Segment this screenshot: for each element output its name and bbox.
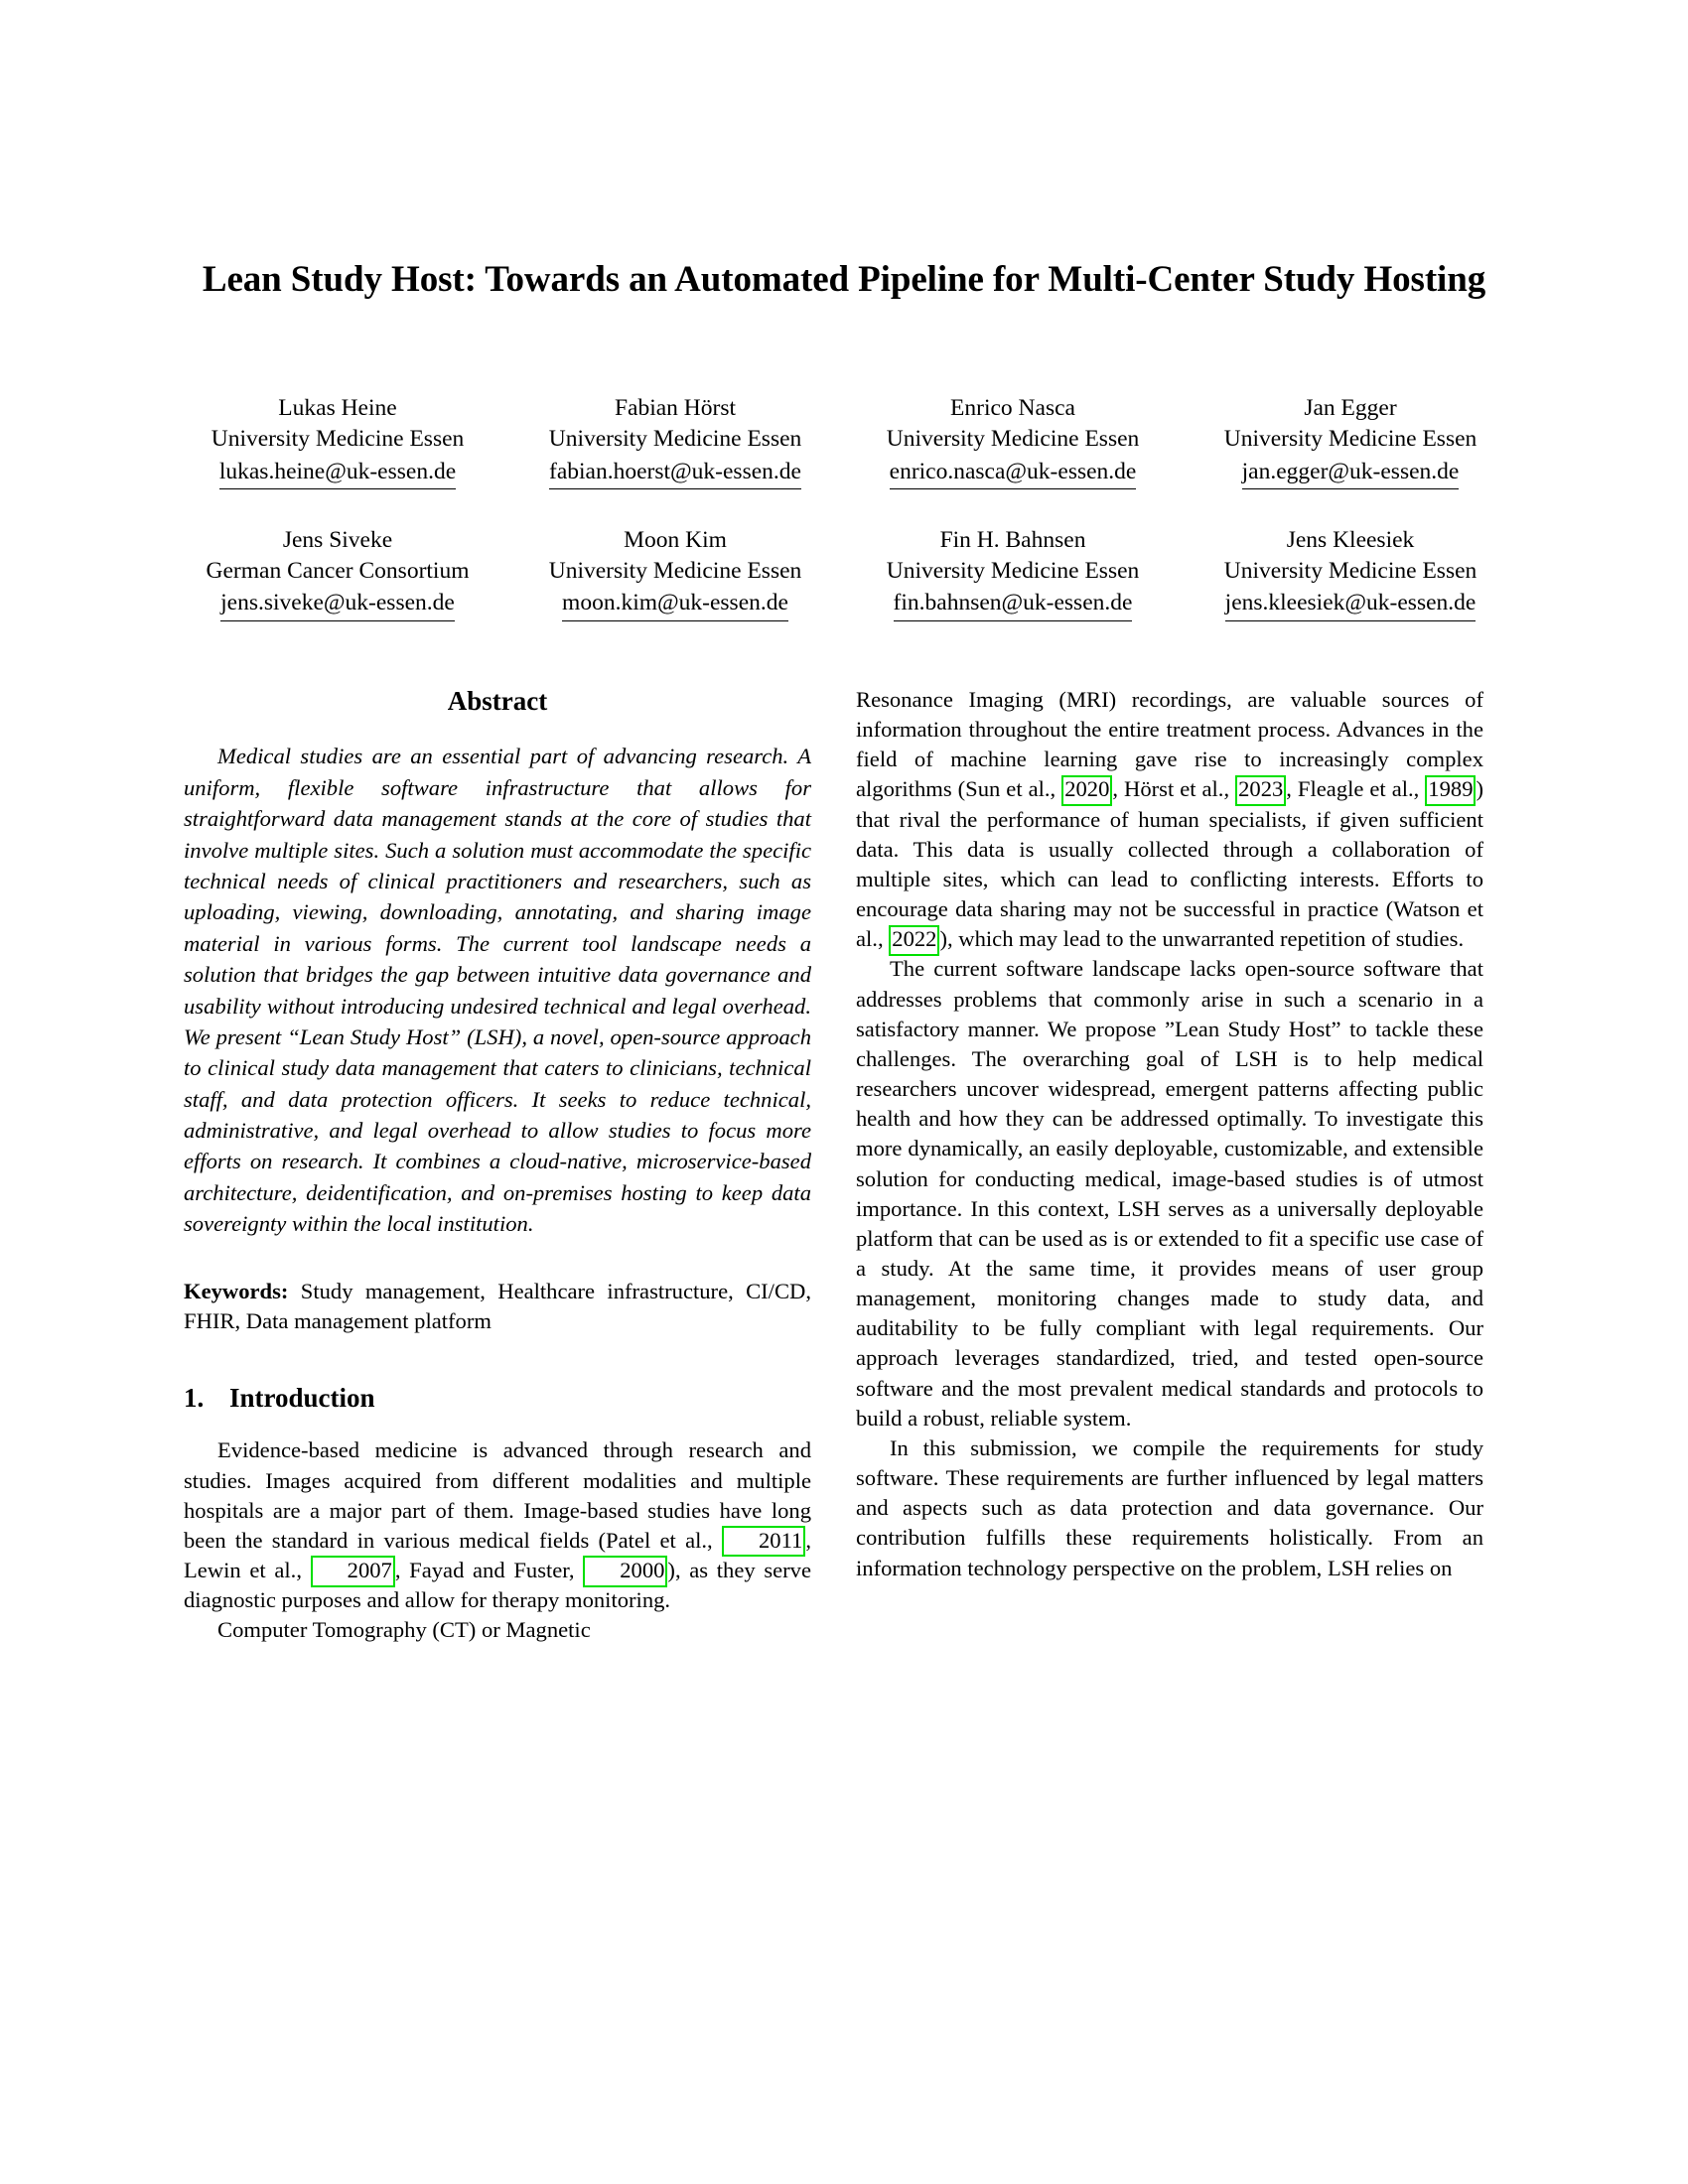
intro-p1-text-a: Evidence-based medicine is advanced through research and studies. Images acquired from different modalities and multiple hospitals are a major part of them. Image-based studies have long been the standard in various medical fields (Patel et al., [184,1437,811,1553]
author-name: Enrico Nasca [950,395,1075,421]
author-entry [1182,525,1519,621]
author-affiliation: University Medicine Essen [1223,558,1477,584]
abstract-text: Medical studies are an essential part of advancing research. A uniform, flexible software infrastructure that allows for straightforward data management stands at the core of studies that involve multiple sites. Such a solution must accommodate the specific technical needs of clinical practitioners and researchers, such as uploading, viewing, downloading, annotating, and sharing image material in various forms. The current tool landscape needs a solution that bridges the gap between intuitive data governance and usability without introducing undesired technical and legal overhead. We present “Lean Study Host” (LSH), a novel, open-source approach to clinical study data management that caters to clinicians, technical staff, and data protection officers. It seeks to reduce technical, administrative, and legal overhead to allow studies to focus more efforts on research. It combines a cloud-native, microservice-based architecture, deidentification, and on-premises hosting to keep data sovereignty within the local institution. [184,744,811,1237]
section-heading-introduction [184,1382,811,1414]
intro-p3-text-c: , Fleagle et al., [1286,776,1426,802]
author-entry [844,393,1182,489]
author-name: Jan Egger [1304,395,1397,421]
author-affiliation: German Cancer Consortium [206,558,470,584]
intro-paragraph-2-start: Computer Tomography (CT) or Magnetic [217,1617,591,1643]
keywords-label: Keywords: [184,1278,289,1303]
left-column [184,685,811,1645]
intro-paragraph-2-cont [856,685,1483,954]
author-block [169,393,1519,621]
citation-link-2007[interactable]: 2007 [311,1556,395,1586]
author-email[interactable]: lukas.heine@uk-essen.de [219,457,456,489]
author-name: Jens Kleesiek [1286,526,1415,553]
intro-paragraph-4: In this submission, we compile the requirements for study software. These requirements are further influenced by legal matters and aspects such as data protection and data governance. Our contribution fulfills these requirements holistically. From an information technology perspective on the problem, LSH relies on [856,1434,1483,1580]
keywords-line [184,1277,811,1336]
author-entry [169,393,506,489]
intro-p3-text-a: Resonance Imaging (MRI) recordings, are valuable sources of information throughout the entire treatment process. Advances in the field of machine learning gave rise to increasingly complex algorithms (Sun et al., [856,687,1483,802]
citation-link-2020[interactable]: 2020 [1061,775,1112,806]
citation-link-1989[interactable]: 1989 [1425,775,1476,806]
author-affiliation: University Medicine Essen [886,558,1140,584]
author-entry [506,525,844,621]
author-affiliation: University Medicine Essen [548,426,802,453]
author-email[interactable]: jan.egger@uk-essen.de [1242,457,1460,489]
citation-link-2000[interactable]: 2000 [583,1556,667,1586]
intro-paragraph-3: The current software landscape lacks open-source software that addresses problems that commonly arise in such a scenario in a satisfactory manner. We propose ”Lean Study Host” to tackle these challenges. The overarching goal of LSH is to help medical researchers uncover widespread, emergent patterns affecting public health and how they can be addressed optimally. To investigate this more dynamically, an easily deployable, customizable, and extensible solution for conducting medical, image-based studies is of utmost importance. In this context, LSH serves as a universally deployable platform that can be used as is or extended to fit a specific use case of a study. At the same time, it provides means of user group management, monitoring changes made to study data, and auditability to be fully compliant with legal requirements. Our approach leverages standardized, tried, and tested open-source software and the most prevalent medical standards and protocols to build a robust, reliable system. [856,956,1483,1431]
author-affiliation: University Medicine Essen [548,558,802,584]
intro-p1-text-b: , Lewin et al., [184,1527,811,1582]
intro-p3-text-d: ) that rival the performance of human specialists, if given sufficient data. This data is usually collected through a collaboration of multiple sites, which can lead to conflicting interests. Efforts to encourage data sharing may not be successful in practice (Watson et al., [856,776,1484,952]
intro-p3-text-b: , Hörst et al., [1112,776,1236,802]
author-entry [1182,393,1519,489]
author-entry [506,393,844,489]
author-name: Fabian Hörst [614,395,737,421]
citation-link-2022[interactable]: 2022 [889,925,939,956]
author-affiliation: University Medicine Essen [886,426,1140,453]
author-entry [844,525,1182,621]
author-email[interactable]: enrico.nasca@uk-essen.de [890,457,1137,489]
citation-link-2023[interactable]: 2023 [1235,775,1286,806]
author-affiliation: University Medicine Essen [1223,426,1477,453]
section-number: 1. [184,1382,205,1413]
author-email[interactable]: jens.siveke@uk-essen.de [220,588,455,620]
intro-p3-text-e: ), which may lead to the unwarranted repetition of studies. [939,926,1465,952]
intro-paragraph-1 [184,1435,811,1615]
author-name: Fin H. Bahnsen [939,526,1086,553]
author-entry [169,525,506,621]
page-title: Lean Study Host: Towards an Automated Pipeline for Multi-Center Study Hosting [202,259,1486,300]
intro-p1-text-d: ), as they serve diagnostic purposes and allow for therapy monitoring. [184,1557,811,1613]
author-email[interactable]: jens.kleesiek@uk-essen.de [1225,588,1477,620]
keywords-text: Study management, Healthcare infrastructure, CI/CD, FHIR, Data management platform [184,1278,811,1333]
right-column [856,685,1483,1583]
citation-link-2011[interactable]: 2011 [722,1526,805,1557]
author-name: Jens Siveke [282,526,393,553]
author-email[interactable]: fabian.hoerst@uk-essen.de [549,457,801,489]
author-row-2 [169,525,1519,621]
author-name: Moon Kim [624,526,727,553]
author-name: Lukas Heine [278,395,397,421]
author-row-1 [169,393,1519,489]
section-title: Introduction [229,1382,375,1413]
author-affiliation: University Medicine Essen [211,426,465,453]
intro-p1-text-c: , Fayad and Fuster, [394,1557,584,1582]
abstract-heading: Abstract [447,686,548,716]
author-email[interactable]: fin.bahnsen@uk-essen.de [894,588,1133,620]
author-email[interactable]: moon.kim@uk-essen.de [562,588,788,620]
